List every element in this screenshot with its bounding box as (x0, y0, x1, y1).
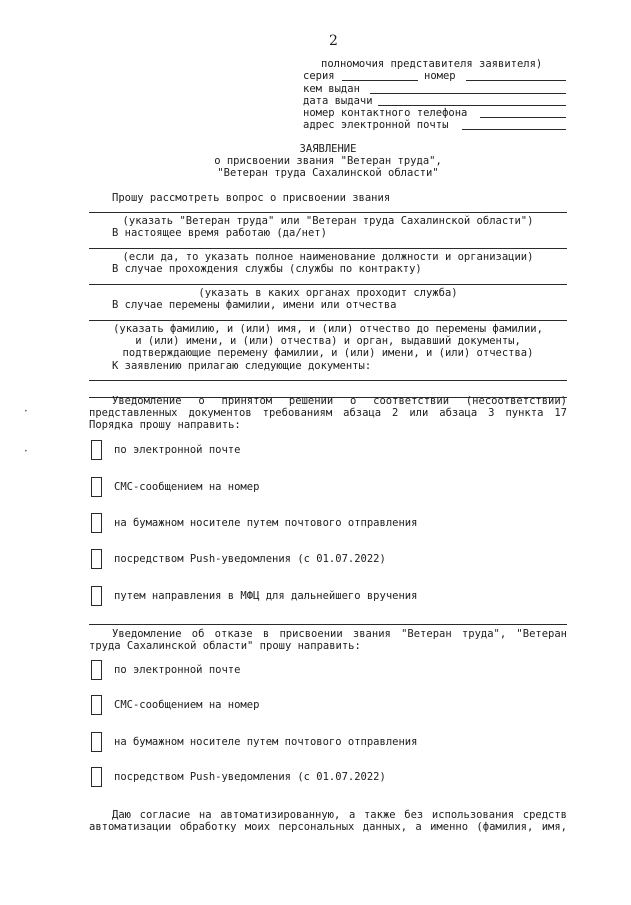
refusal-notice-line-1: Уведомление об отказе в присвоении звания "Ветеран труда", "Ветеран (112, 628, 567, 640)
decision-option-checkbox[interactable] (91, 586, 102, 606)
decision-option-checkbox[interactable] (91, 513, 102, 533)
refusal-option-checkbox[interactable] (91, 695, 102, 715)
document-title-line-2: "Ветеран труда Сахалинской области" (217, 167, 439, 179)
hint-service: (указать в каких органах проходит служба) (198, 287, 458, 299)
refusal-option-email: по электронной почте (114, 664, 241, 676)
decision-notice-line-2: представленных документов требованиям абзаца 2 или абзаца 3 пункта 17 (89, 407, 567, 419)
page-number: 2 (329, 33, 338, 49)
decision-option-sms: СМС-сообщением на номер (114, 481, 260, 493)
refusal-option-checkbox[interactable] (91, 732, 102, 752)
decision-notice-line-1: Уведомление о принятом решении о соответствии (несоответствии) (112, 395, 567, 407)
decision-option-email: по электронной почте (114, 444, 241, 456)
hint-title-choice: (указать "Ветеран труда" или "Ветеран труда Сахалинской области") (122, 215, 534, 227)
decision-notice-line-3: Порядка прошу направить: (89, 419, 241, 431)
scan-speck: • (24, 448, 28, 455)
hint-position: (если да, то указать полное наименование должности и организации) (122, 251, 534, 263)
name-change-case-text: В случае перемены фамилии, имени или отчества (112, 299, 397, 311)
section-divider (89, 624, 567, 625)
scan-speck: • (24, 408, 28, 415)
position-field[interactable] (89, 248, 567, 249)
email-label: адрес электронной почты (303, 119, 449, 131)
service-field[interactable] (89, 284, 567, 285)
issue-date-field[interactable] (378, 105, 566, 106)
phone-field[interactable] (480, 117, 566, 118)
consent-line-1: Даю согласие на автоматизированную, а также без использования средств (112, 809, 567, 821)
number-field[interactable] (466, 80, 566, 81)
service-case-text: В случае прохождения службы (службы по контракту) (112, 263, 422, 275)
document-title: ЗАЯВЛЕНИЕ (299, 143, 357, 155)
issued-by-field[interactable] (370, 93, 566, 94)
attachments-text: К заявлению прилагаю следующие документы: (112, 360, 372, 372)
phone-label: номер контактного телефона (303, 107, 468, 119)
refusal-notice-line-2: труда Сахалинской области" прошу направить: (89, 640, 361, 652)
hint-name-line-3: подтверждающие перемену фамилии, и (или) имени, и (или) отчества) (122, 347, 534, 359)
number-label: номер (424, 70, 456, 82)
hint-name-line-2: и (или) имени, и (или) отчества) и орган, выдавший документы, (135, 335, 521, 347)
decision-option-checkbox[interactable] (91, 440, 102, 460)
decision-option-post: на бумажном носителе путем почтового отправления (114, 517, 418, 529)
rep-authority-tail: полномочия представителя заявителя) (321, 58, 543, 70)
decision-option-checkbox[interactable] (91, 477, 102, 497)
issue-date-label: дата выдачи (303, 95, 373, 107)
hint-name-line-1: (указать фамилию, и (или) имя, и (или) отчество до перемены фамилии, (113, 323, 543, 335)
attachments-field-1[interactable] (89, 380, 567, 381)
refusal-option-checkbox[interactable] (91, 660, 102, 680)
decision-option-mfc: путем направления в МФЦ для дальнейшего вручения (114, 590, 418, 602)
working-now-text: В настоящее время работаю (да/нет) (112, 227, 327, 239)
refusal-option-checkbox[interactable] (91, 767, 102, 787)
decision-option-checkbox[interactable] (91, 549, 102, 569)
previous-name-field[interactable] (89, 320, 567, 321)
email-field[interactable] (462, 129, 566, 130)
consent-line-2: автоматизации обработку моих персональных данных, а именно (фамилия, имя, (89, 821, 567, 833)
request-text: Прошу рассмотреть вопрос о присвоении звания (112, 192, 391, 204)
title-choice-field[interactable] (89, 212, 567, 213)
series-field[interactable] (342, 80, 418, 81)
document-title-line-1: о присвоении звания "Ветеран труда", (214, 155, 442, 167)
refusal-option-push: посредством Push-уведомления (с 01.07.2022) (114, 771, 386, 783)
decision-option-push: посредством Push-уведомления (с 01.07.2022) (114, 553, 386, 565)
refusal-option-sms: СМС-сообщением на номер (114, 699, 260, 711)
series-label: серия (303, 70, 335, 82)
refusal-option-post: на бумажном носителе путем почтового отправления (114, 736, 418, 748)
issued-by-label: кем выдан (303, 83, 360, 95)
